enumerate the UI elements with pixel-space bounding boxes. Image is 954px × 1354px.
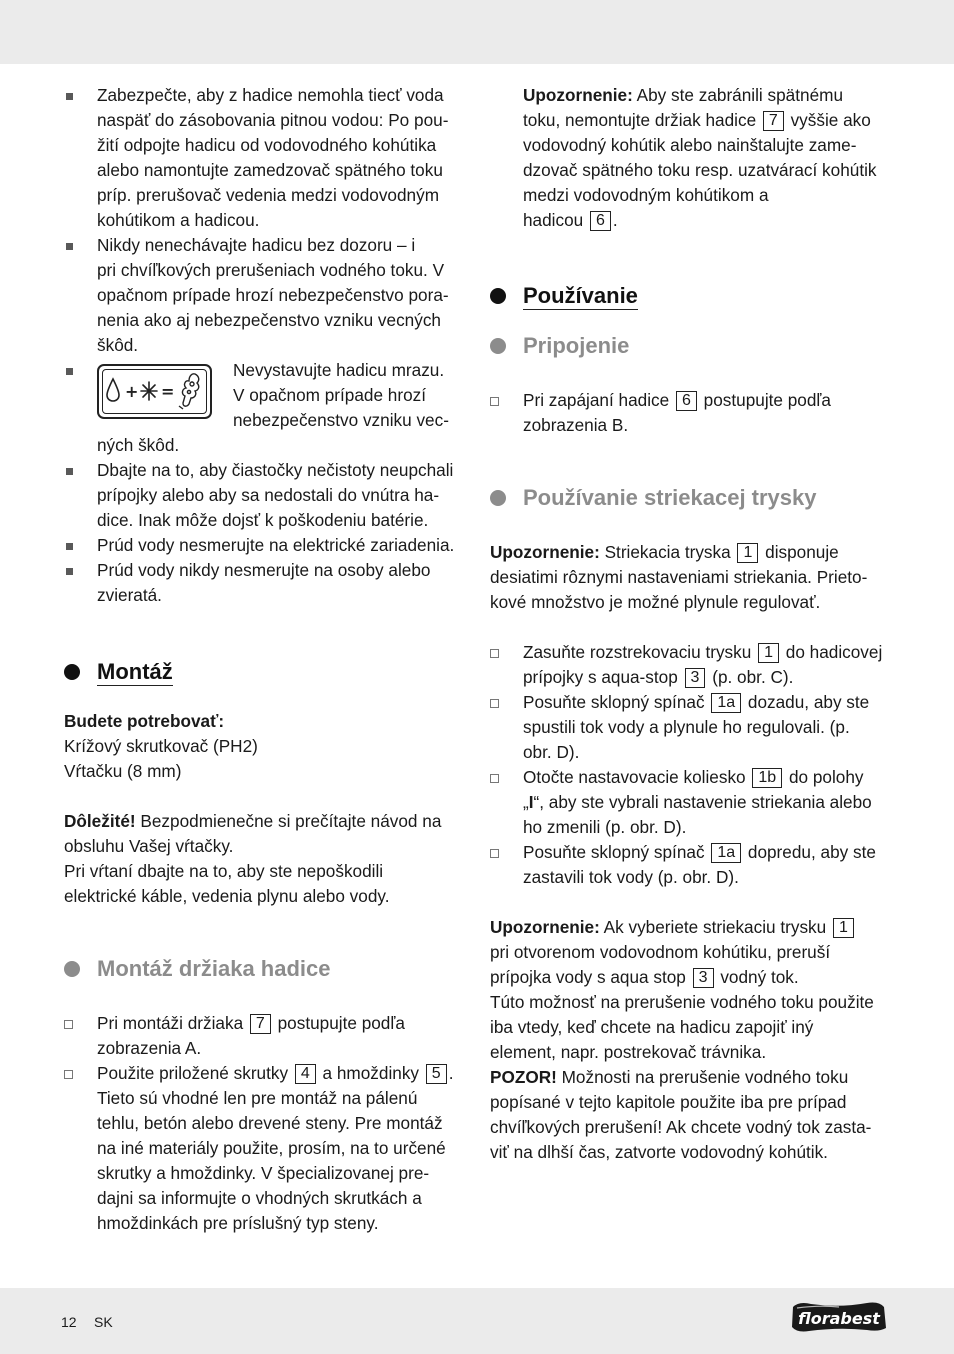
position-label: I [528,792,534,812]
language-code: SK [94,1314,113,1330]
hollow-square-bullet-icon [490,649,499,658]
heading-text: Používanie striekacej trysky [523,485,817,510]
text-line: dajni sa informujte o vhodných skrutkách a [97,1188,422,1208]
text-line: skrutky a hmoždinky. V špecializovanej pre- [97,1163,430,1183]
text-line: pri otvorenom vodovodnom kohútiku, preruší [490,942,831,962]
text-line: Pri vŕtaní dbajte na to, aby ste nepoškodili [64,861,384,881]
text-span: Bezpodmienečne si prečítajte návod na [135,811,442,831]
text-line [523,208,890,233]
text-line: chvíľkových prerušení! Ak chcete vodný tok zasta- [490,1117,872,1137]
frost-warning-text [233,358,464,433]
filled-dot-icon [490,490,506,506]
text-span: (p. obr. C). [707,667,794,687]
text-line [523,765,890,790]
text-line [523,840,890,865]
heading-text: Pripojenie [523,333,630,358]
text-span: postupujte podľa [698,390,831,410]
text-line [490,965,890,990]
header-band [0,0,954,64]
part-reference: 3 [693,968,714,988]
important-label: Dôležité! [64,811,136,831]
text-span: Otočte nastavovacie koliesko [523,767,751,787]
text-span: Použite priložené skrutky [97,1063,293,1083]
text-line: kohútikom a hadicou. [97,210,260,230]
text-span: Posuňte sklopný spínač [523,692,710,712]
text-line [97,1011,464,1036]
text-line: Nevystavujte hadicu mrazu. [233,360,445,380]
hollow-square-bullet-icon [490,849,499,858]
text-line [490,1065,890,1090]
left-column [64,83,464,1236]
page-number: 12 [61,1314,77,1330]
part-reference: 6 [676,391,697,411]
text-line [523,790,890,815]
brand-wordmark: florabest [798,1309,880,1328]
section-heading-trysky [490,483,890,513]
text-line: Zabezpečte, aby z hadice nemohla tiecť voda [97,85,444,105]
part-reference: 7 [763,111,784,131]
text-line: Tieto sú vhodné len pre montáž na pálenú [97,1088,418,1108]
text-line: zobrazenia B. [523,415,629,435]
need-label: Budete potrebovať: [64,711,225,731]
text-span: do polohy [784,767,864,787]
note-block [490,915,890,1165]
text-line: Krížový skrutkovač (PH2) [64,736,258,756]
hollow-square-bullet-icon [64,1020,73,1029]
list-item [64,558,464,608]
text-line: nebezpečenstvo vzniku vec- [233,410,449,430]
text-line [523,640,890,665]
part-reference: 5 [426,1064,447,1084]
text-line: obr. D). [523,742,580,762]
note-label: Upozornenie: [490,542,600,562]
part-reference: 1a [711,843,741,863]
heading-text: Používanie [523,283,638,308]
text-line: Nikdy nenechávajte hadicu bez dozoru – i [97,235,416,255]
text-span: . [448,1063,454,1083]
text-span: dopredu, aby ste [743,842,876,862]
list-item [490,640,890,690]
list-item [490,690,890,765]
text-line: tehlu, betón alebo drevené steny. Pre montáž [97,1113,443,1133]
text-line [523,83,890,108]
text-span: Striekacia tryska [599,542,736,562]
section-heading-pouzivanie [490,281,890,311]
text-line: ných škôd. [97,435,180,455]
part-reference: 1a [711,693,741,713]
water-plus-frost-equals-burst-icon [103,370,207,413]
text-line: Túto možnosť na prerušenie vodného toku použite [490,992,874,1012]
svg-text:+: + [125,382,139,401]
square-bullet-icon [66,568,73,575]
list-item [490,840,890,890]
square-bullet-icon [66,93,73,100]
filled-dot-icon [490,338,506,354]
note-label: Upozornenie: [523,85,633,105]
text-span: Zasuňte rozstrekovaciu trysku [523,642,757,662]
frost-warning-icon [97,364,212,419]
text-line: prípojky alebo aby sa nedostali do vnútra ha- [97,485,440,505]
text-span: Ak vyberiete striekaciu trysku [599,917,831,937]
text-line: Dbajte na to, aby čiastočky nečistoty neupchali [97,460,454,480]
text-line: vodovodný kohútik alebo nainštalujte zame- [523,135,857,155]
text-line: dice. Inak môže dojsť k poškodeniu batérie. [97,510,429,530]
text-span: do hadicovej [780,642,883,662]
text-line: viť na dlhší čas, zatvorte vodovodný kohútik. [490,1142,828,1162]
text-line: element, napr. postrekovač trávnika. [490,1042,767,1062]
text-line: Prúd vody nikdy nesmerujte na osoby alebo [97,560,431,580]
filled-dot-icon [64,961,80,977]
text-line: nenia ako aj nebezpečenstvo vzniku vecných [97,310,441,330]
hollow-square-bullet-icon [490,774,499,783]
text-line: zobrazenia A. [97,1038,202,1058]
text-line [523,388,890,413]
frost-warning-item [64,358,464,433]
square-bullet-icon [66,368,73,375]
part-reference: 1b [752,768,782,788]
text-line: zvieratá. [97,585,162,605]
list-item [64,1011,464,1061]
hollow-square-bullet-icon [490,397,499,406]
text-line: hmoždinkách pre príslušný typ steny. [97,1213,379,1233]
text-span: vyššie ako [785,110,871,130]
square-bullet-icon [66,243,73,250]
list-item [64,458,464,533]
text-line: naspäť do zásobovania pitnou vodou: Po pou- [97,110,449,130]
florabest-logo-icon [789,1299,888,1334]
text-line: Vŕtačku (8 mm) [64,761,182,781]
text-span: disponuje [760,542,839,562]
hollow-square-bullet-icon [490,699,499,708]
svg-text:=: = [161,382,175,401]
text-line [523,108,890,133]
list-item [490,388,890,438]
text-span: . [612,210,618,230]
part-reference: 7 [250,1014,271,1034]
text-span: prípojky s aqua-stop [523,667,683,687]
text-line: príp. prerušovač vedenia medzi vodovodným [97,185,440,205]
filled-dot-icon [64,664,80,680]
list-item [490,765,890,840]
text-span: a hmoždinky [317,1063,424,1083]
section-heading-montaz [64,657,464,687]
text-line: ho zmenili (p. obr. D). [523,817,687,837]
text-line: na iné materiály použite, prosím, na to určené [97,1138,446,1158]
list-item [64,533,464,558]
text-line [97,1061,464,1086]
filled-dot-icon [490,288,506,304]
part-reference: 1 [833,918,854,938]
text-line [64,809,464,834]
text-span: vodný tok. [715,967,799,987]
list-item [64,83,464,233]
list-item [64,233,464,358]
text-span: Možnosti na prerušenie vodného toku [556,1067,849,1087]
text-span: Pri montáži držiaka [97,1013,248,1033]
text-line: dzovač spätného toku resp. uzatvárací kohútik [523,160,877,180]
square-bullet-icon [66,468,73,475]
warning-label: POZOR! [490,1067,557,1087]
square-bullet-icon [66,543,73,550]
text-line: obsluhu Vašej vŕtačky. [64,836,234,856]
part-reference: 1 [737,543,758,563]
hollow-square-bullet-icon [64,1070,73,1079]
heading-text: Montáž držiaka hadice [97,956,331,981]
part-reference: 6 [590,211,611,231]
text-line: pri chvíľkových prerušeniach vodného toku. V [97,260,445,280]
text-line [523,665,890,690]
text-span: hadicou [523,210,588,230]
part-reference: 3 [685,668,706,688]
text-span: Aby ste zabránili spätnému [632,85,843,105]
text-line: Prúd vody nesmerujte na elektrické zariadenia. [97,535,455,555]
text-line: zastavili tok vody (p. obr. D). [523,867,739,887]
text-line: spustili tok vody a plynule ho regulovali. (p. [523,717,850,737]
text-line: opačnom prípade hrozí nebezpečenstvo pora- [97,285,449,305]
section-heading-montaz-drziaka [64,954,464,984]
text-span: Posuňte sklopný spínač [523,842,710,862]
text-line [490,915,890,940]
note-block [490,83,890,233]
part-reference: 1 [758,643,779,663]
text-line: desiatimi rôznymi nastaveniami striekania. Prieto- [490,567,868,587]
text-line [490,540,890,565]
text-line [523,690,890,715]
text-span: prípojka vody s aqua stop [490,967,691,987]
text-span: Pri zapájaní hadice [523,390,674,410]
text-line: alebo namontujte zamedzovač spätného toku [97,160,443,180]
list-item [64,1061,464,1236]
text-line: medzi vodovodným kohútikom a [523,185,769,205]
text-line: iba vtedy, keď chcete na hadicu zapojiť iný [490,1017,814,1037]
part-reference: 4 [295,1064,316,1084]
note-block [490,540,890,615]
text-line: V opačnom prípade hrozí [233,385,426,405]
section-heading-pripojenie [490,331,890,361]
text-span: postupujte podľa [272,1013,405,1033]
text-span: toku, nemontujte držiak hadice [523,110,761,130]
text-line: žití odpojte hadicu od vodovodného kohútika [97,135,437,155]
text-line: kové množstvo je možné plynule regulovať. [490,592,821,612]
heading-text: Montáž [97,659,173,684]
text-line: škôd. [97,335,139,355]
note-label: Upozornenie: [490,917,600,937]
right-column [490,83,890,1165]
text-span: „ [523,792,529,812]
text-line: elektrické káble, vedenia plynu alebo vody. [64,886,390,906]
text-span: dozadu, aby ste [743,692,870,712]
text-line: popísané v tejto kapitole použite iba pre prípad [490,1092,847,1112]
text-span: “, aby ste vybrali nastavenie striekania alebo [533,792,872,812]
